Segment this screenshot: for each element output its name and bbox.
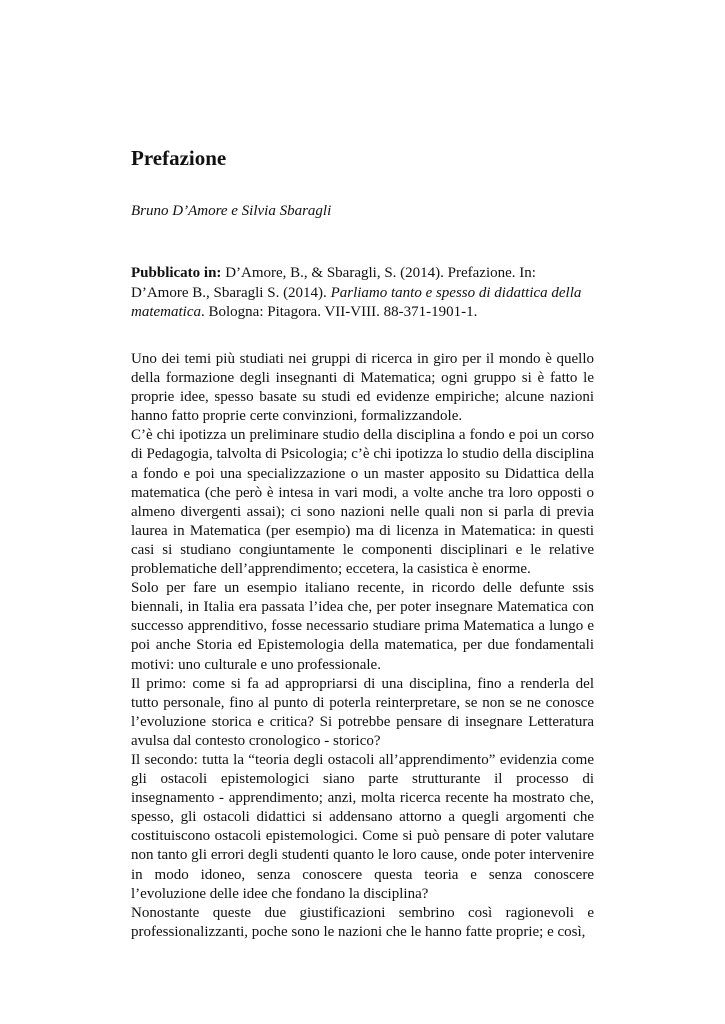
page-title: Prefazione bbox=[131, 146, 227, 170]
citation-text-after: . Bologna: Pitagora. VII-VIII. 88-371-1901-1. bbox=[200, 304, 478, 320]
paragraph-6: Nonostante queste due giustificazioni sembrino così ragionevoli e professionalizzanti, poche sono le nazioni che le hanno fatte proprie; e così, bbox=[131, 904, 594, 940]
paragraph-4: Il primo: come si fa ad appropriarsi di una disciplina, fino a renderla del tutto personale, fino al punto di poterla reinterpretare, se non se ne conosce l’evoluzione storica e critica? Si potrebbe pensare di insegnare Letteratura avulsa dal contesto cronologico - storico? bbox=[131, 675, 594, 749]
citation-label: Pubblicato in: bbox=[131, 265, 222, 281]
citation-text-before: D’Amore, B., & Sbaragli, S. (2014). Prefazione. In: D’Amore B., Sbaragli S. (2014). bbox=[131, 265, 536, 301]
paragraph-5: Il secondo: tutta la “teoria degli ostacoli all’apprendimento” evidenzia come gli ostacoli epistemologici siano parte strutturante il processo di insegnamento - apprendimento; anzi, molta ricerca recente ha mostrato che, spesso, gli ostacoli didattici si addensano attorno a quegli argomenti che costituiscono ostacoli epistemologici. Come si può pensare di poter valutare non tanto gli errori degli studenti quanto le loro cause, onde poter intervenire in modo idoneo, senza conoscere questa teoria e senza conoscere l’evoluzione delle idee che fondano la disciplina? bbox=[131, 751, 594, 902]
citation-book-title: Parliamo tanto e spesso di didattica della matematica bbox=[131, 284, 582, 320]
authors-line: Bruno D’Amore e Silvia Sbaragli bbox=[131, 203, 332, 219]
citation-block bbox=[131, 264, 594, 323]
paragraph-3: Solo per fare un esempio italiano recente, in ricordo delle defunte ssis biennali, in Italia era passata l’idea che, per poter insegnare Matematica con successo apprenditivo, fosse necessario studiare prima Matematica a lungo e poi anche Storia ed Epistemologia della matematica, per due fondamentali motivi: uno culturale e uno professionale. bbox=[131, 580, 594, 673]
paragraph-2: C’è chi ipotizza un preliminare studio della disciplina a fondo e poi un corso di Pedagogia, talvolta di Psicologia; c’è chi ipotizza lo studio della disciplina a fondo e poi una specializzazione o un master apposito su Didattica della matematica (che però è intesa in vari modi, a volte anche tra loro opposti o almeno divergenti assai); ci sono nazioni nelle quali non si parla di previa laurea in Matematica (per esempio) ma di licenza in Matematica: in questi casi si studiano congiuntamente le componenti disciplinari e le relative problematiche dell’apprendimento; eccetera, la casistica è enorme. bbox=[131, 427, 594, 578]
body-text bbox=[131, 350, 594, 942]
paragraph-1: Uno dei temi più studiati nei gruppi di ricerca in giro per il mondo è quello della formazione degli insegnanti di Matematica; ogni gruppo si è fatto le proprie idee, spesso basate su studi ed evidenze empiriche; alcune nazioni hanno fatto proprie certe convinzioni, formalizzandole. bbox=[131, 351, 594, 425]
